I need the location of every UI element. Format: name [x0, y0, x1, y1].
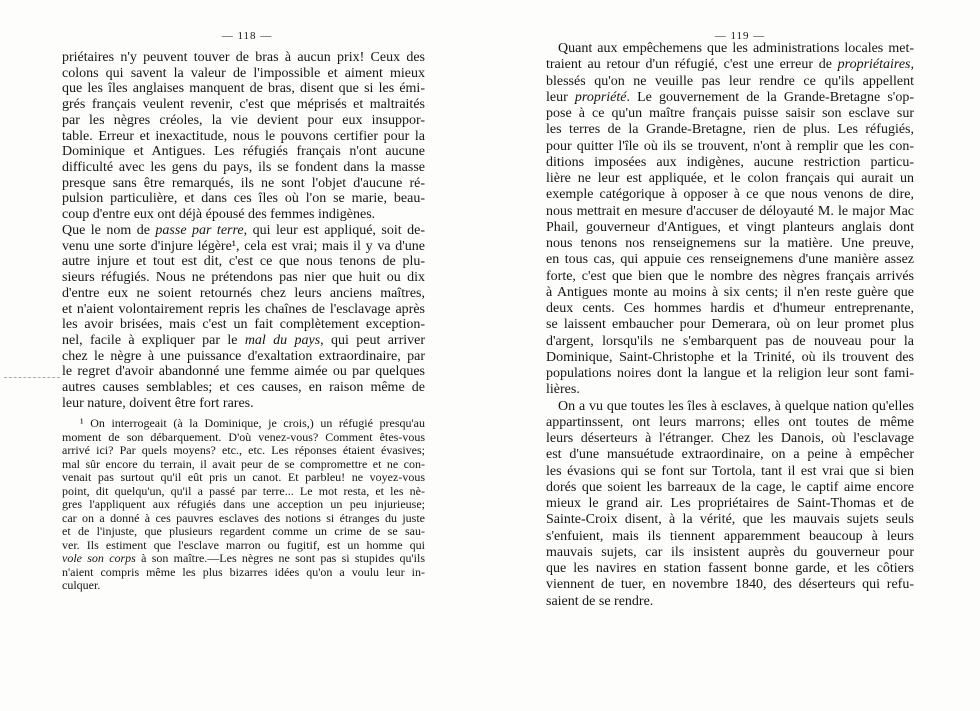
- text-segment: traient au retour d'un réfugié, c'est une erreur de: [546, 57, 838, 73]
- text-line: priétaires n'y peuvent touver de bras à aucun prix! Ceux des: [62, 50, 425, 65]
- text-line: difficulté avec les gens du pays, ils se fondent dans la masse: [62, 160, 425, 176]
- text-line: gres l'appliquent aux réfugiés dans une acception un peu injurieuse;: [62, 498, 425, 511]
- text-line: arrivé ici? Par quels moyens? etc., etc. Les réponses étaient évasives;: [62, 444, 425, 457]
- text-line: blessés qu'on ne veuille pas leur rendre ce qu'ils appellent: [546, 73, 914, 89]
- scan-mark: [4, 377, 60, 378]
- text-line: est d'une mansuétude extraordinaire, on a peine à empêcher: [546, 447, 914, 463]
- italic-text: mal du pays: [244, 332, 321, 348]
- text-line: saient de se rendre.: [546, 593, 654, 609]
- page-body: [546, 41, 914, 610]
- text-line: mauvais sujets, car ils insistent auprès du gouverneur pour: [546, 544, 914, 560]
- text-line: les avoir brisées, mais c'est un fait complètement exception-: [62, 317, 425, 333]
- page-body: [62, 50, 425, 412]
- text-line: se laissent embaucher pour Demerara, où on leur promet plus: [546, 317, 914, 333]
- text-line: Sainte-Croix disent, à la vérité, que les mauvais sujets seuls: [546, 512, 914, 528]
- text-line: leur nature, doivent être fort rares.: [62, 395, 254, 411]
- text-line: [62, 223, 425, 239]
- text-line: venu une sorte d'injure légère¹, cela est vrai; mais il y va d'une: [62, 238, 425, 254]
- text-line: le regret d'avoir abandonné une femme aimée ou par quelques: [62, 364, 425, 380]
- text-segment: , qui peut arriver: [320, 332, 425, 348]
- text-line: colons qui savent la valeur de l'impossible et aiment mieux: [62, 65, 425, 81]
- text-line: et n'aient volontairement repris les chaînes de l'esclavage après: [62, 301, 425, 317]
- text-line: moment de son débarquement. D'où venez-vous? Comment êtes-vous: [62, 430, 425, 444]
- text-line: [62, 552, 425, 566]
- text-line: chez le nègre à une puissance d'exaltation extraordinaire, par: [62, 348, 425, 364]
- text-line: s'enfuient, mais ils tiennent apparemment beaucoup à leurs: [546, 528, 914, 544]
- text-segment: . Le gouvernement de la Grande-Bretagne s'op-: [626, 89, 914, 105]
- text-line: viennent de tuer, en novembre 1840, des déserteurs qui refu-: [546, 577, 914, 593]
- text-line: [62, 333, 425, 349]
- text-line: ditions imposées aux indigènes, aucune restriction particu-: [546, 154, 914, 170]
- text-line: que les navires en station fassent bonne garde, et les côtiers: [546, 561, 914, 576]
- italic-text: passe par terre: [155, 222, 244, 238]
- text-line: culquer.: [62, 579, 101, 592]
- page-number: — 118 —: [221, 30, 273, 42]
- footnote: [62, 417, 425, 593]
- text-line: pose à ce qu'un maître français puisse saisir son esclave sur: [546, 106, 914, 121]
- text-line: dorés que soient les barreaux de la cage, le captif aime encore: [546, 479, 914, 495]
- text-line: ver. Ils estiment que l'esclave marron ou fugitif, est un homme qui: [62, 538, 425, 552]
- text-line: populations noires dont la langue et la religion leur sont fami-: [546, 366, 914, 381]
- text-line: lières.: [546, 382, 580, 398]
- text-line: Dominique, Saint-Christophe et la Trinité, où ils trouvent des: [546, 349, 914, 365]
- text-line: sieurs réfugiés. Nous ne prétendons pas nier que huit ou dix: [62, 270, 425, 286]
- paragraph: [546, 399, 914, 610]
- text-line: pour quitter l'île où ils se trouvent, n'ont à remplir que les con-: [546, 138, 914, 154]
- text-line: presque sans être remarqués, ils ne sont l'objet d'aucune ré-: [62, 175, 425, 191]
- text-line: n'aient compris même les plus bizarres idées qu'on a voulu leur in-: [62, 565, 425, 579]
- text-line: les terres de la Grande-Bretagne, rien de plus. Les réfugiés,: [546, 122, 914, 138]
- text-segment: nel, facile à expliquer par le: [62, 332, 245, 348]
- italic-text: propriétaires,: [837, 57, 914, 73]
- text-line: Phail, gouverneur d'Antigues, et vingt planteurs anglais dont: [546, 219, 914, 235]
- text-line: en tous cas, qui appuie ces renseignemens d'une manière assez: [546, 252, 914, 268]
- text-line: d'entre eux ne soient retournés chez leurs anciens maîtres,: [62, 285, 425, 301]
- text-line: leurs déserteurs à l'étranger. Chez les Danois, où l'esclavage: [546, 431, 914, 446]
- text-line: nous mettrait en mesure d'accuser de déloyauté M. le major Mac: [546, 203, 914, 219]
- text-line: mal sûr encore du terrain, il avait peur de se compromettre et ne con-: [62, 457, 425, 471]
- text-segment: leur: [546, 89, 575, 105]
- text-line: lière ne leur est appliquée, et le colon français qui aurait un: [546, 171, 914, 186]
- text-line: et de l'injuste, que plusieurs regardent comme un crime de se sau-: [62, 525, 425, 538]
- text-line: mieux le grand air. Les propriétaires de Saint-Thomas et de: [546, 496, 914, 511]
- paragraph: [62, 417, 425, 593]
- text-line: nous tenons nos renseignemens sur la matière. Une preuve,: [546, 236, 914, 251]
- text-line: appartinssent, ont leurs marrons; elles ont toutes de même: [546, 414, 914, 430]
- text-line: point, dit quelqu'un, qu'il a passé par terre... Le mot resta, et les nè-: [62, 484, 425, 498]
- paragraph: [546, 41, 914, 399]
- text-line: venait pas surtout qu'il eût pris un canot. Et parbleu! ne voyez-vous: [62, 471, 425, 484]
- text-segment: , qui leur est appliqué, soit de-: [243, 222, 425, 238]
- text-line: ¹ On interrogeait (à la Dominique, je crois,) un réfugié presqu'au: [80, 417, 425, 430]
- text-line: d'argent, lorsqu'ils ne s'embarquent pas de nouveau pour la: [546, 333, 914, 349]
- text-line: que les îles anglaises manquent de bras, disent que si les émi-: [62, 81, 425, 97]
- text-line: On a vu que toutes les îles à esclaves, à quelque nation qu'elles: [558, 398, 914, 414]
- text-line: forte, c'est que bien que le nombre des nègres français arrivés: [546, 268, 914, 284]
- text-line: [546, 57, 914, 73]
- text-segment: à son maître.—Les nègres ne sont pas si stupides qu'ils: [135, 552, 425, 565]
- text-line: pulsion particulière, et dans ces îles où l'on se marie, beau-: [62, 191, 425, 207]
- text-line: à Antigues monte au moins à six cents; il n'en reste guère que: [546, 284, 914, 300]
- text-line: grés français veulent revenir, c'est que méprisés et maltraités: [62, 97, 425, 113]
- text-line: [546, 90, 914, 106]
- paragraph: [62, 50, 425, 223]
- text-line: coup d'entre eux ont déjà épousé des femmes indigènes.: [62, 207, 376, 223]
- text-line: deux cents. Ces hommes hardis et d'humeur entreprenante,: [546, 301, 914, 316]
- text-line: Quant aux empêchemens que les administrations locales met-: [558, 41, 914, 56]
- text-line: les évasions qui se font sur Tortola, tant il est vrai que si bien: [546, 463, 914, 479]
- page-number: — 119 —: [714, 30, 766, 42]
- text-segment: Que le nom de: [62, 222, 156, 238]
- paragraph: [62, 223, 425, 412]
- text-line: exemple catégorique à opposer à ce que nous venons de dire,: [546, 187, 914, 203]
- text-line: table. Erreur et inexactitude, nous le pouvons certifier pour la: [62, 128, 425, 144]
- text-line: par les nègres créoles, la vie devient pour eux insuppor-: [62, 112, 425, 128]
- text-line: autres causes semblables; et ces causes, en raison même de: [62, 380, 425, 396]
- italic-text: vole son corps: [62, 552, 136, 565]
- text-line: autre injure et tout est dit, c'est ce que nous tenons de plu-: [62, 254, 425, 270]
- text-line: car on a donné à ces pauvres esclaves des notions si étranges du juste: [62, 511, 425, 525]
- italic-text: propriété: [574, 89, 627, 105]
- text-line: Dominique et Antigues. Les réfugiés français n'ont aucune: [62, 144, 425, 160]
